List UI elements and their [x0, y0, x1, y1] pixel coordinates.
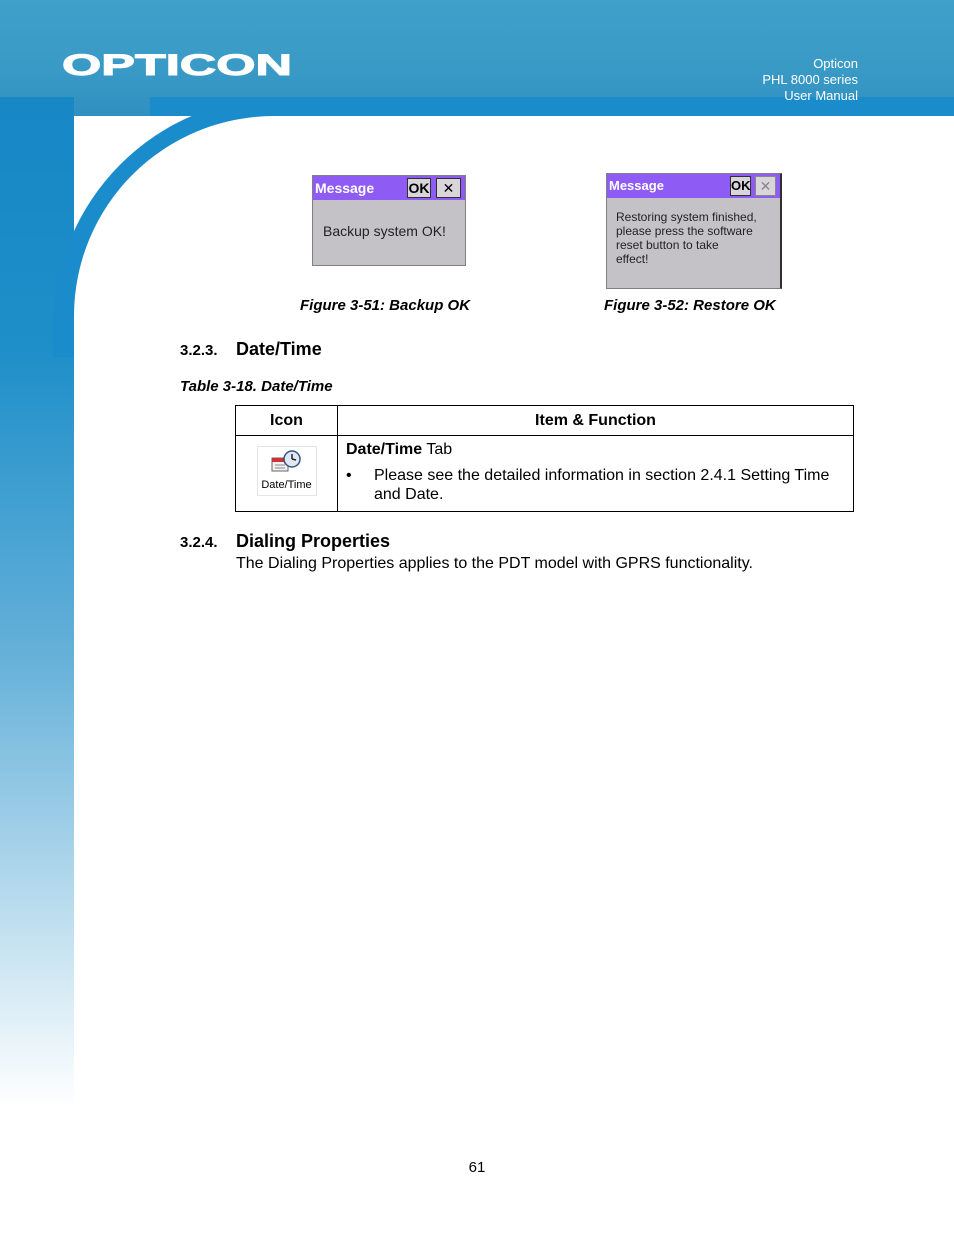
- dialog-titlebar: [313, 176, 465, 200]
- section-number: 3.2.3.: [180, 342, 218, 359]
- section-title: Dialing Properties: [236, 531, 391, 551]
- column-header-function: Item & Function: [338, 406, 854, 436]
- function-cell: [338, 436, 854, 512]
- header-company: Opticon: [813, 56, 858, 71]
- ok-button[interactable]: OK: [730, 176, 751, 196]
- page-corner: [74, 116, 294, 336]
- column-header-icon: Icon: [236, 406, 338, 436]
- item-title: [346, 440, 845, 459]
- dialog-message-line: please press the software: [616, 224, 753, 238]
- opticon-logo: [62, 50, 294, 80]
- icon-label: Date/Time: [261, 479, 312, 491]
- section-body: The Dialing Properties applies to the PDT model with GPRS functionality.: [236, 555, 753, 572]
- table-caption: Table 3-18. Date/Time: [180, 378, 333, 395]
- dialog-titlebar: [607, 174, 780, 198]
- dialog-message: [616, 210, 757, 266]
- ok-button[interactable]: OK: [408, 180, 430, 196]
- table-row: [236, 436, 854, 512]
- dialog-message-line: Restoring system finished,: [616, 210, 757, 224]
- header-doc-info: [762, 56, 858, 104]
- dialog-title: Message: [609, 178, 664, 193]
- close-icon[interactable]: ✕: [755, 176, 776, 196]
- svg-text:OPTICON: OPTICON: [62, 50, 292, 80]
- datetime-table: [235, 405, 854, 512]
- section-title: Date/Time: [236, 339, 322, 359]
- bullet-icon: •: [346, 467, 352, 484]
- datetime-app-icon[interactable]: [257, 446, 317, 496]
- backup-ok-dialog: [312, 175, 466, 266]
- side-band: [0, 97, 74, 1107]
- dialog-message-line: reset button to take: [616, 238, 719, 252]
- dialog-message-line: effect!: [616, 252, 649, 266]
- page-number: 61: [468, 1159, 486, 1176]
- figure-caption-restore: Figure 3-52: Restore OK: [604, 297, 776, 314]
- header-series: PHL 8000 series: [762, 72, 858, 87]
- dialog-title: Message: [315, 180, 375, 196]
- bullet-text: Please see the detailed information in section 2.4.1 Setting Time and Date.: [374, 467, 830, 503]
- item-name: Date/Time: [346, 441, 423, 458]
- header-manual: User Manual: [784, 88, 858, 103]
- restore-ok-dialog: [606, 173, 782, 289]
- icon-cell: [236, 436, 338, 512]
- clock-calendar-icon: [270, 449, 304, 475]
- table-header-row: [236, 406, 854, 436]
- section-number: 3.2.4.: [180, 534, 218, 551]
- close-icon[interactable]: ✕: [436, 178, 461, 198]
- item-suffix: Tab: [422, 441, 453, 458]
- list-item: [346, 466, 845, 504]
- dialog-message: Backup system OK!: [323, 223, 446, 239]
- figure-caption-backup: Figure 3-51: Backup OK: [300, 297, 471, 314]
